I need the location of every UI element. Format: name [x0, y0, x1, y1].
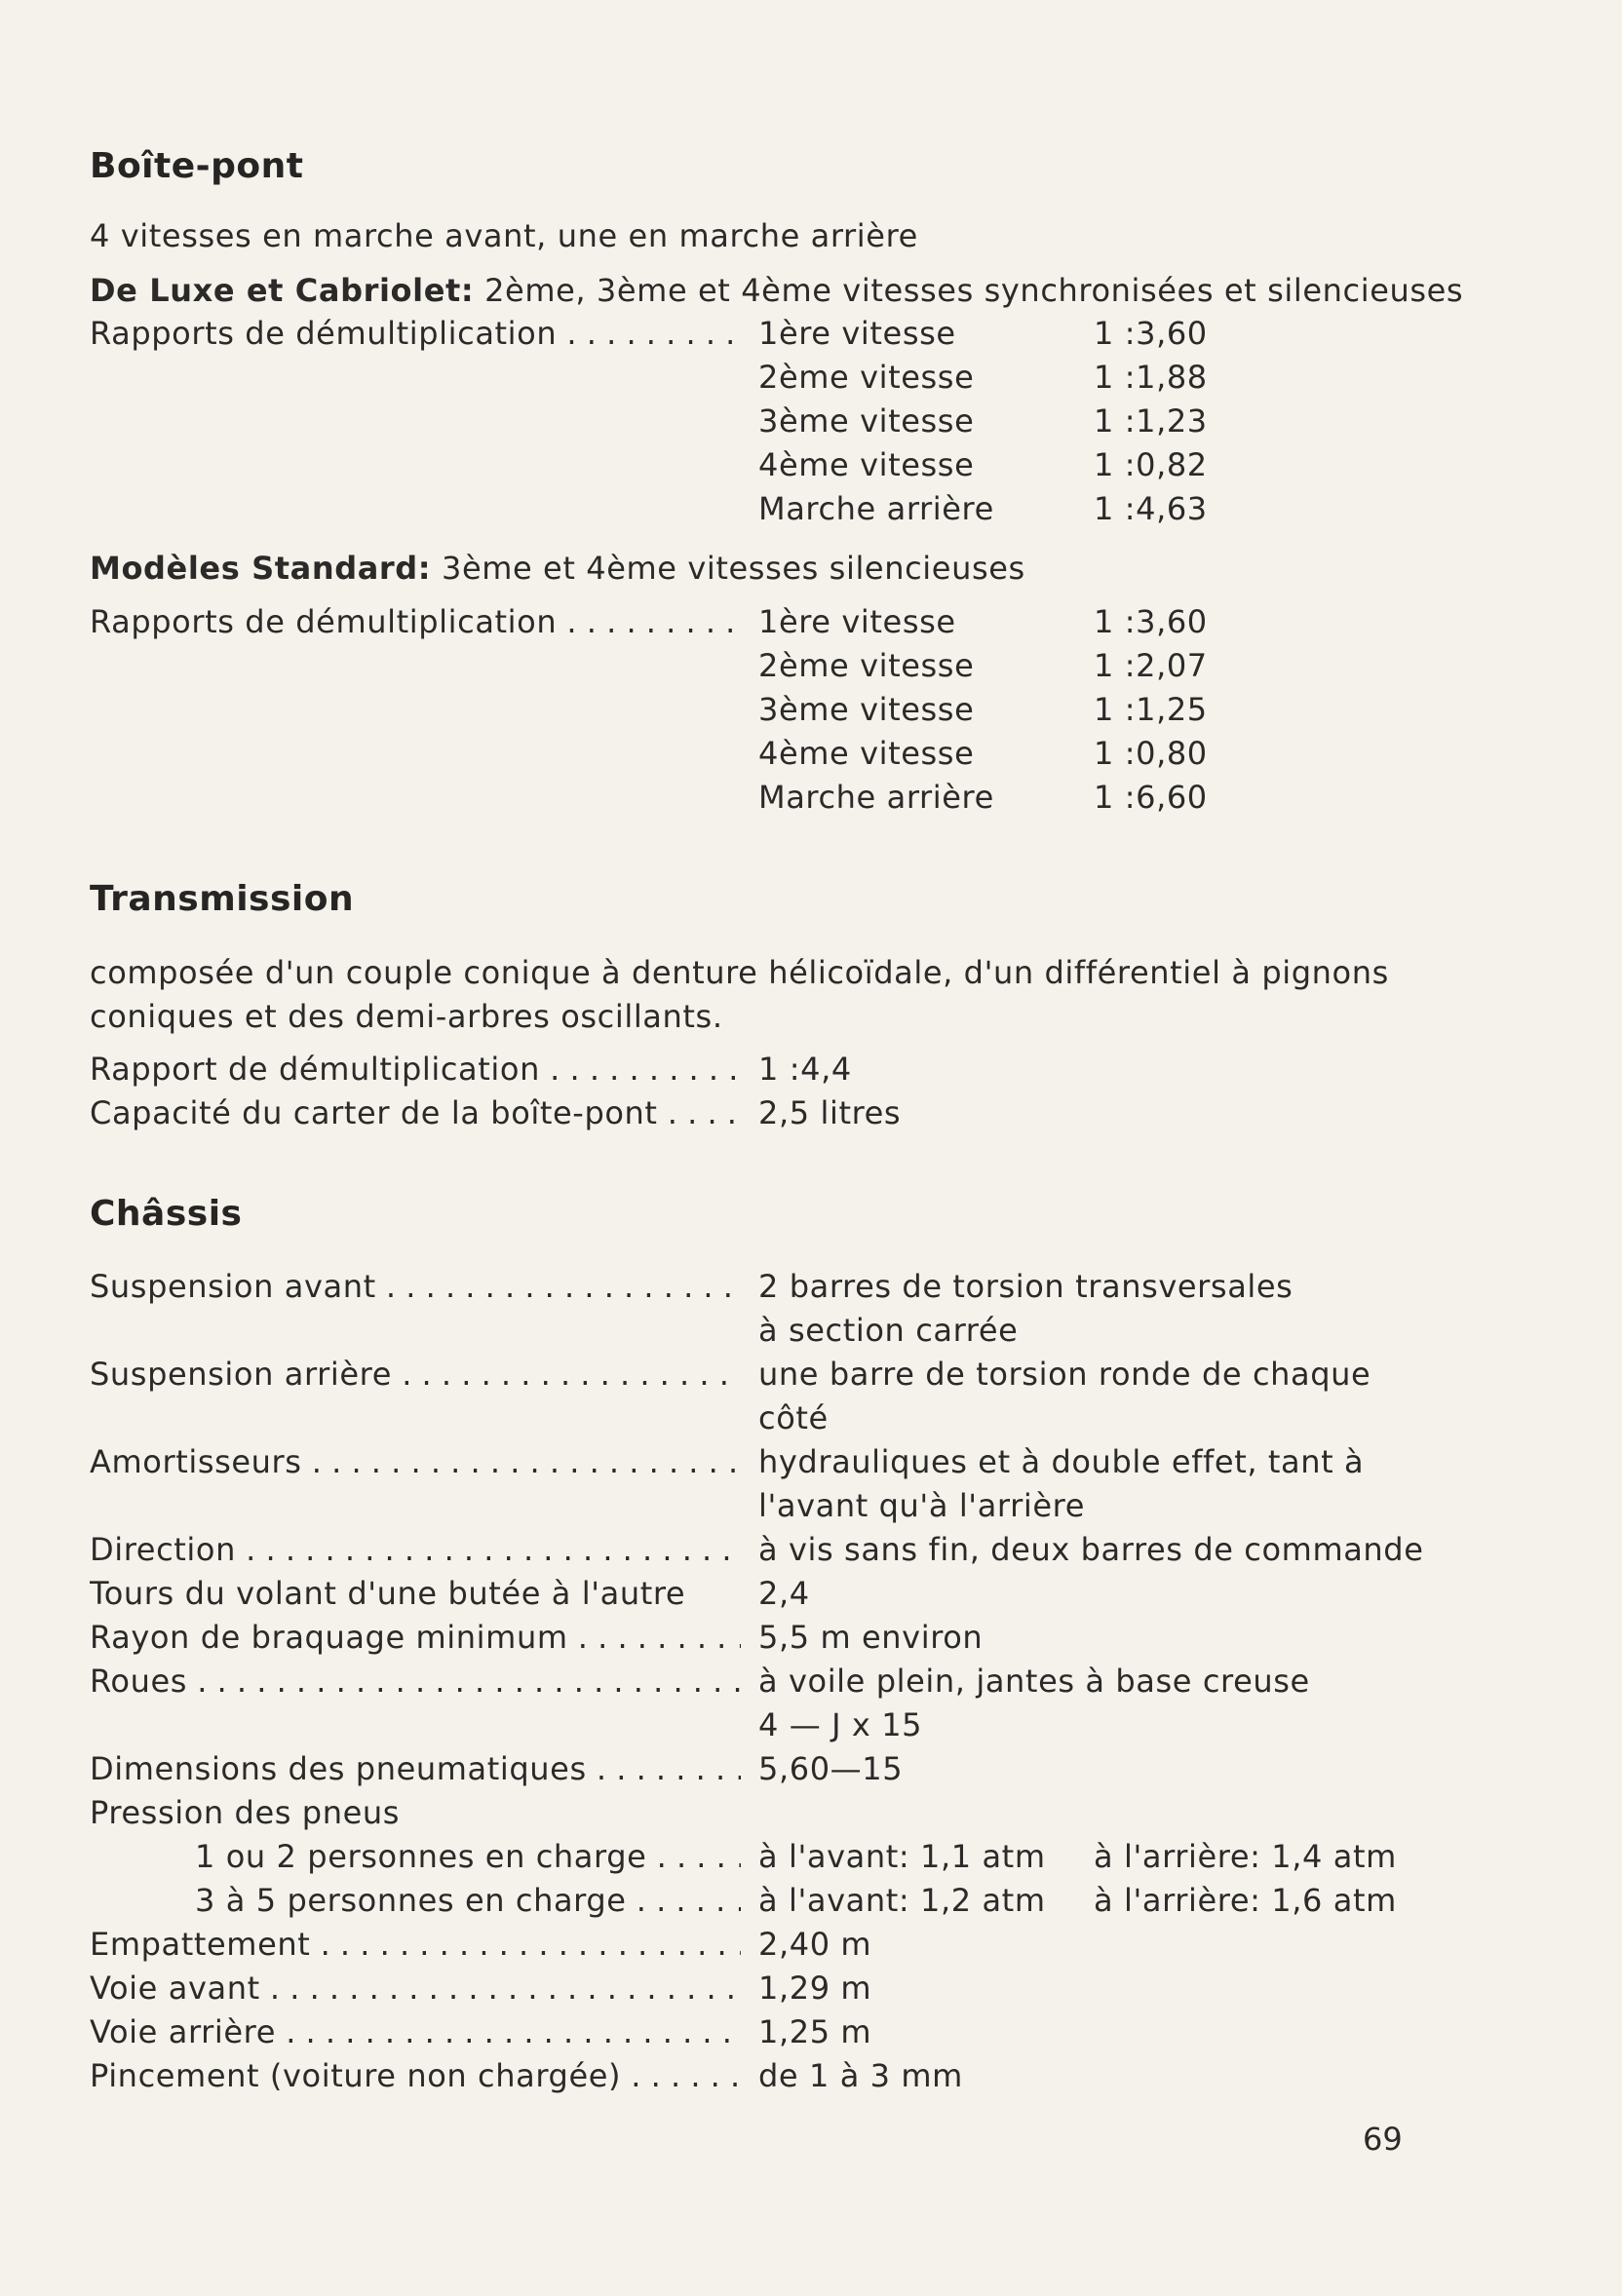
deluxe-gear-row-4: [0, 445, 1622, 484]
spec-value: 2 barres de torsion transversales: [758, 1268, 1294, 1305]
chassis-row: [0, 2012, 1622, 2051]
pression-front: à l'avant: 1,1 atm: [758, 1838, 1046, 1875]
gear-name: 1ère vitesse: [758, 603, 956, 640]
standard-gear-row-2: [0, 646, 1622, 685]
deluxe-text: 2ème, 3ème et 4ème vitesses synchronisées et silencieuses: [484, 272, 1464, 309]
gear-name: 2ème vitesse: [758, 359, 975, 396]
chassis-row: [0, 1793, 1622, 1832]
gear-ratio: 1 :1,25: [1094, 691, 1208, 728]
transmission-rapport-row: [0, 1050, 1622, 1089]
spec-label: Voie arrière . . .: [90, 2012, 741, 2051]
spec-label: Rayon de braquage minimum . . .: [90, 1618, 741, 1657]
pression-label: 3 à 5 personnes en charge . . .: [195, 1881, 741, 1920]
gear-ratio: 1 :3,60: [1094, 315, 1208, 352]
standard-gear-row-1: [0, 602, 1622, 641]
spec-value: 2,4: [758, 1575, 810, 1612]
spec-label: Dimensions des pneumatiques . . .: [90, 1749, 741, 1788]
gear-name: 3ème vitesse: [758, 402, 975, 440]
spec-value: 5,5 m environ: [758, 1619, 984, 1656]
chassis-row: [0, 1574, 1622, 1613]
pression-row: [0, 1837, 1622, 1876]
standard-line: [90, 549, 1025, 588]
gear-ratio: 1 :1,88: [1094, 359, 1208, 396]
pression-label: 1 ou 2 personnes en charge . . .: [195, 1837, 741, 1876]
page-number: 69: [1363, 2121, 1403, 2158]
transmission-desc-line1: composée d'un couple conique à denture hélicoïdale, d'un différentiel à pignons: [90, 954, 1389, 991]
spec-value: 1,29 m: [758, 1970, 872, 2007]
gear-name: Marche arrière: [758, 490, 994, 527]
chassis-row: [0, 1662, 1622, 1701]
rapport-label: Rapport de démultiplication . . .: [90, 1050, 741, 1089]
spec-label: Voie avant . . .: [90, 1969, 741, 2008]
chassis-row: [0, 1398, 1622, 1437]
chassis-row: [0, 1311, 1622, 1350]
spec-value: 1,25 m: [758, 2013, 872, 2050]
standard-gear-row-4: [0, 734, 1622, 773]
transmission-capacite-row: [0, 1093, 1622, 1132]
standard-gear-row-3: [0, 690, 1622, 729]
gear-name: 4ème vitesse: [758, 735, 975, 772]
gear-name: 3ème vitesse: [758, 691, 975, 728]
standard-text: 3ème et 4ème vitesses silencieuses: [441, 550, 1025, 587]
spec-value: hydrauliques et à double effet, tant à: [758, 1443, 1365, 1480]
spec-label: Amortisseurs . . .: [90, 1442, 741, 1481]
chassis-row: [0, 1705, 1622, 1744]
spec-label: Tours du volant d'une butée à l'autre: [90, 1575, 686, 1612]
spec-value: une barre de torsion ronde de chaque: [758, 1356, 1371, 1393]
spec-label: Empattement . . .: [90, 1925, 741, 1964]
chassis-row: [0, 1925, 1622, 1964]
spec-value: 5,60—15: [758, 1750, 904, 1787]
chassis-row: [0, 1442, 1622, 1481]
gear-name: 4ème vitesse: [758, 446, 975, 483]
transmission-desc-line2: coniques et des demi-arbres oscillants.: [90, 998, 723, 1035]
capacite-label: Capacité du carter de la boîte-pont . . .: [90, 1093, 741, 1132]
gear-ratio: 1 :2,07: [1094, 647, 1208, 684]
deluxe-gear-row-1: [0, 314, 1622, 353]
section-title-boite-pont: Boîte-pont: [90, 146, 304, 186]
spec-value: côté: [758, 1399, 829, 1436]
spec-value: à vis sans fin, deux barres de commande: [758, 1531, 1424, 1568]
spec-value: à section carrée: [758, 1312, 1019, 1349]
spec-value: à voile plein, jantes à base creuse: [758, 1663, 1310, 1700]
spec-label: Pincement (voiture non chargée) . . .: [90, 2056, 741, 2095]
deluxe-gear-row-2: [0, 358, 1622, 397]
gear-ratio: 1 :3,60: [1094, 603, 1208, 640]
chassis-row: [0, 1530, 1622, 1569]
section-title-transmission: Transmission: [90, 879, 355, 919]
standard-gear-row-5: [0, 778, 1622, 817]
gear-ratio: 1 :6,60: [1094, 779, 1208, 816]
gear-ratio: 1 :0,80: [1094, 735, 1208, 772]
chassis-row: [0, 1618, 1622, 1657]
rapport-value: 1 :4,4: [758, 1051, 852, 1088]
chassis-row: [0, 1749, 1622, 1788]
capacite-value: 2,5 litres: [758, 1094, 902, 1131]
chassis-row: [0, 1969, 1622, 2008]
gear-name: Marche arrière: [758, 779, 994, 816]
gear-ratio: 1 :0,82: [1094, 446, 1208, 483]
boite-pont-intro: 4 vitesses en marche avant, une en marche arrière: [90, 217, 918, 254]
spec-value: 2,40 m: [758, 1926, 872, 1963]
spec-label: Suspension arrière . . .: [90, 1355, 741, 1394]
chassis-row: [0, 1355, 1622, 1394]
gear-name: 2ème vitesse: [758, 647, 975, 684]
section-title-chassis: Châssis: [90, 1194, 243, 1234]
spec-value: l'avant qu'à l'arrière: [758, 1487, 1085, 1524]
deluxe-gear-row-3: [0, 402, 1622, 440]
chassis-row: [0, 1267, 1622, 1306]
spec-label: Roues . . .: [90, 1662, 741, 1701]
pression-row: [0, 1881, 1622, 1920]
gear-name: 1ère vitesse: [758, 315, 956, 352]
spec-value: de 1 à 3 mm: [758, 2057, 963, 2094]
deluxe-gear-row-5: [0, 489, 1622, 528]
pression-rear: à l'arrière: 1,4 atm: [1094, 1838, 1397, 1875]
deluxe-line: [90, 271, 1463, 310]
chassis-row: [0, 1486, 1622, 1525]
spec-label: Direction . . .: [90, 1530, 741, 1569]
deluxe-label: De Luxe et Cabriolet:: [90, 272, 475, 309]
spec-label: Pression des pneus: [90, 1794, 401, 1831]
spec-label: Suspension avant . . .: [90, 1267, 741, 1306]
gear-ratio: 1 :1,23: [1094, 402, 1208, 440]
chassis-row: [0, 2056, 1622, 2095]
standard-label: Modèles Standard:: [90, 550, 432, 587]
pression-front: à l'avant: 1,2 atm: [758, 1882, 1046, 1919]
standard-rapports-label: Rapports de démultiplication . . .: [90, 602, 741, 641]
spec-value: 4 — J x 15: [758, 1706, 923, 1743]
deluxe-rapports-label: Rapports de démultiplication . . .: [90, 314, 741, 353]
gear-ratio: 1 :4,63: [1094, 490, 1208, 527]
pression-rear: à l'arrière: 1,6 atm: [1094, 1882, 1397, 1919]
